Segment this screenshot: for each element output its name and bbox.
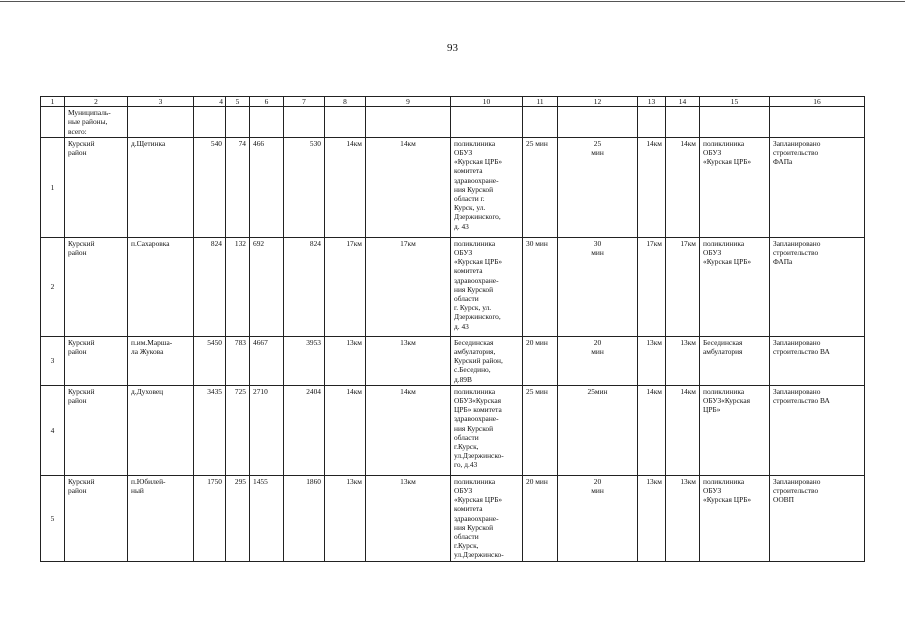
district-cell: Курский район bbox=[65, 336, 128, 385]
value-cell: 692 bbox=[250, 237, 284, 336]
settlements-table bbox=[40, 96, 865, 562]
header-row bbox=[41, 97, 865, 107]
table-row bbox=[41, 237, 865, 336]
row-number: 1 bbox=[41, 137, 65, 237]
value-cell: 530 bbox=[284, 137, 325, 237]
distance-cell: 17км bbox=[325, 237, 366, 336]
distance-cell: 14км bbox=[666, 137, 700, 237]
facility-cell: поликлиника ОБУЗ«Курская ЦРБ» комитета здравоохране- ния Курской области г.Курск, ул.Дзержинско- го, д.43 bbox=[451, 385, 523, 475]
distance-cell: 13км bbox=[366, 475, 451, 561]
facility-cell: поликлиника ОБУЗ «Курская ЦРБ» комитета здравоохране- ния Курской области г. Курск, ул. Дзержинского, д. 43 bbox=[451, 237, 523, 336]
value-cell: 3435 bbox=[194, 385, 226, 475]
time-cell: 25 мин bbox=[523, 385, 558, 475]
distance-cell: 13км bbox=[638, 475, 666, 561]
plan-cell: Запланировано строительство ФАПа bbox=[770, 137, 865, 237]
settlement-cell: п.им.Марша- ла Жукова bbox=[128, 336, 194, 385]
data-rows bbox=[41, 137, 865, 561]
settlement-cell: д.Щетинка bbox=[128, 137, 194, 237]
header-cell: 3 bbox=[128, 97, 194, 107]
value-cell: 295 bbox=[226, 475, 250, 561]
value-cell: 1455 bbox=[250, 475, 284, 561]
value-cell: 132 bbox=[226, 237, 250, 336]
header-cell: 9 bbox=[366, 97, 451, 107]
time-cell: 20 мин bbox=[558, 475, 638, 561]
distance-cell: 14км bbox=[666, 385, 700, 475]
row-number: 5 bbox=[41, 475, 65, 561]
header-cell: 5 bbox=[226, 97, 250, 107]
value-cell: 1860 bbox=[284, 475, 325, 561]
distance-cell: 17км bbox=[666, 237, 700, 336]
distance-cell: 13км bbox=[666, 336, 700, 385]
header-cell: 10 bbox=[451, 97, 523, 107]
facility-cell: поликлиника ОБУЗ «Курская ЦРБ» bbox=[700, 137, 770, 237]
value-cell: 2710 bbox=[250, 385, 284, 475]
header-cell: 12 bbox=[558, 97, 638, 107]
header-cell: 8 bbox=[325, 97, 366, 107]
distance-cell: 14км bbox=[325, 137, 366, 237]
header-cell: 6 bbox=[250, 97, 284, 107]
time-cell: 30 мин bbox=[558, 237, 638, 336]
plan-cell: Запланировано строительство ООВП bbox=[770, 475, 865, 561]
table-row bbox=[41, 137, 865, 237]
district-cell: Курский район bbox=[65, 475, 128, 561]
time-cell: 30 мин bbox=[523, 237, 558, 336]
header-cell: 2 bbox=[65, 97, 128, 107]
header-cell: 4 bbox=[194, 97, 226, 107]
facility-cell: поликлиника ОБУЗ «Курская ЦРБ» комитета здравоохране- ния Курской области г.Курск, ул.Дзержинско- bbox=[451, 475, 523, 561]
page-number: 93 bbox=[447, 42, 458, 54]
distance-cell: 14км bbox=[366, 137, 451, 237]
table-row bbox=[41, 336, 865, 385]
plan-cell: Запланировано строительство ФАПа bbox=[770, 237, 865, 336]
row-number: 3 bbox=[41, 336, 65, 385]
distance-cell: 13км bbox=[325, 475, 366, 561]
plan-cell: Запланировано строительство ВА bbox=[770, 385, 865, 475]
district-cell: Курский район bbox=[65, 137, 128, 237]
facility-cell: поликлиника ОБУЗ «Курская ЦРБ» bbox=[700, 475, 770, 561]
distance-cell: 13км bbox=[666, 475, 700, 561]
row-number: 4 bbox=[41, 385, 65, 475]
value-cell: 824 bbox=[194, 237, 226, 336]
time-cell: 25 мин bbox=[558, 137, 638, 237]
header-cell: 16 bbox=[770, 97, 865, 107]
header-cell: 11 bbox=[523, 97, 558, 107]
section-row bbox=[41, 107, 865, 138]
distance-cell: 13км bbox=[366, 336, 451, 385]
distance-cell: 14км bbox=[638, 137, 666, 237]
value-cell: 4667 bbox=[250, 336, 284, 385]
header-cell: 15 bbox=[700, 97, 770, 107]
district-cell: Курский район bbox=[65, 237, 128, 336]
header-cell: 13 bbox=[638, 97, 666, 107]
distance-cell: 17км bbox=[638, 237, 666, 336]
distance-cell: 14км bbox=[325, 385, 366, 475]
facility-cell: поликлиника ОБУЗ«Курская ЦРБ» bbox=[700, 385, 770, 475]
table-row bbox=[41, 475, 865, 561]
district-cell: Курский район bbox=[65, 385, 128, 475]
section-label: Муниципаль- ные районы, всего: bbox=[65, 107, 128, 138]
time-cell: 25мин bbox=[558, 385, 638, 475]
distance-cell: 13км bbox=[325, 336, 366, 385]
value-cell: 725 bbox=[226, 385, 250, 475]
value-cell: 2404 bbox=[284, 385, 325, 475]
value-cell: 5450 bbox=[194, 336, 226, 385]
settlement-cell: д.Духовец bbox=[128, 385, 194, 475]
time-cell: 20 мин bbox=[523, 336, 558, 385]
distance-cell: 13км bbox=[638, 336, 666, 385]
distance-cell: 14км bbox=[366, 385, 451, 475]
value-cell: 466 bbox=[250, 137, 284, 237]
value-cell: 824 bbox=[284, 237, 325, 336]
facility-cell: поликлиника ОБУЗ «Курская ЦРБ» комитета здравоохране- ния Курской области г. Курск, ул. Дзержинского, д. 43 bbox=[451, 137, 523, 237]
value-cell: 3953 bbox=[284, 336, 325, 385]
value-cell: 74 bbox=[226, 137, 250, 237]
distance-cell: 17км bbox=[366, 237, 451, 336]
time-cell: 20 мин bbox=[523, 475, 558, 561]
distance-cell: 14км bbox=[638, 385, 666, 475]
header-cell: 7 bbox=[284, 97, 325, 107]
top-border-line bbox=[0, 1, 905, 2]
table-row bbox=[41, 385, 865, 475]
facility-cell: Бесединская амбулатория, Курский район, с.Беседино, д.89В bbox=[451, 336, 523, 385]
header-cell: 1 bbox=[41, 97, 65, 107]
facility-cell: Бесединская амбулатория bbox=[700, 336, 770, 385]
facility-cell: поликлиника ОБУЗ «Курская ЦРБ» bbox=[700, 237, 770, 336]
settlement-cell: п.Сахаровка bbox=[128, 237, 194, 336]
value-cell: 783 bbox=[226, 336, 250, 385]
plan-cell: Запланировано строительство ВА bbox=[770, 336, 865, 385]
value-cell: 1750 bbox=[194, 475, 226, 561]
row-number: 2 bbox=[41, 237, 65, 336]
time-cell: 20 мин bbox=[558, 336, 638, 385]
time-cell: 25 мин bbox=[523, 137, 558, 237]
settlement-cell: п.Юбилей- ный bbox=[128, 475, 194, 561]
header-cell: 14 bbox=[666, 97, 700, 107]
value-cell: 540 bbox=[194, 137, 226, 237]
